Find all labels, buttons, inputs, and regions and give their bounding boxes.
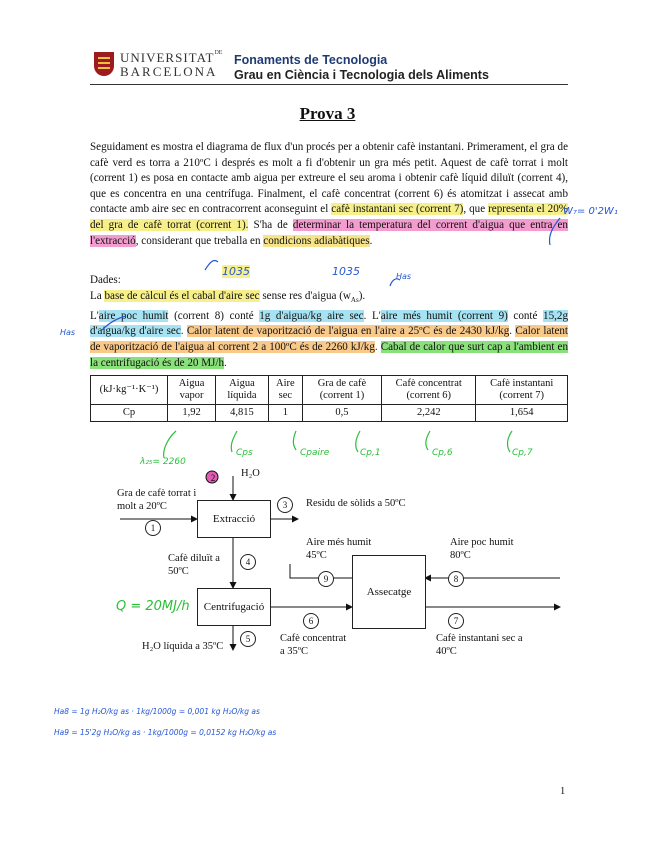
table-header-cell: Cafè instantani (corrent 7) [476, 376, 568, 405]
highlight-air-low: aire poc humit [98, 309, 169, 322]
annotation-lambda: λ₂₅= 2260 [140, 457, 186, 467]
box-centrifugacio: Centrifugació [197, 588, 271, 626]
table-header-cell: Aigua líquida [216, 376, 269, 405]
intro-text: . [369, 234, 373, 247]
label-stream6: Cafè concentrat a 35ºC [280, 633, 347, 657]
annotation-cp1: Cp,1 [360, 448, 381, 458]
highlight-adiabatic: condicions adiabàtiques [263, 234, 370, 247]
annotation-1035-a: 1035 [222, 265, 250, 278]
stream-number-4: 4 [240, 554, 256, 570]
highlight-air-low-value: 1g d'aigua/kg aire sec [259, 309, 364, 322]
annotation-has-left: Has [60, 328, 76, 337]
table-cell: 2,242 [382, 405, 476, 422]
table-header-cell: (kJ·kg⁻¹·K⁻¹) [91, 376, 168, 405]
label-h2o-in: H₂O [241, 468, 260, 479]
stream-number-6: 6 [303, 613, 319, 629]
university-name-line1: $UNIVERSITAT^{DE}$ [120, 50, 223, 65]
annotation-1035-b: 1035 [332, 265, 360, 278]
label-stream4: Cafè diluït a 50ºC [168, 553, 220, 577]
label-stream3: Residu de sòlids a 50ºC [306, 498, 406, 509]
table-header-cell: Aire sec [268, 376, 302, 405]
annotation-h8: Ha8 = 1g H₂O/kg as · 1kg/1000g = 0,001 kg H₂O/kg as [54, 707, 260, 716]
highlight-objective: determinar la temperatura del corrent d'aigua que entra en l'extracció [90, 218, 568, 247]
stream-number-9: 9 [318, 571, 334, 587]
intro-text: S'ha de [248, 218, 293, 231]
annotation-cpaire: Cpaire [300, 448, 330, 458]
table-cell: 1,654 [476, 405, 568, 422]
highlight-latent-25: Calor latent de vaporització de l'aigua en l'aire a 25ºC és de 2430 kJ/kg [186, 325, 510, 338]
label-stream8: Aire poc humit 80ºC [450, 537, 514, 561]
stream-number-5: 5 [240, 631, 256, 647]
highlight-heat-flow: Cabal de calor que surt cap a l'ambient en la centrifugació és de 20 MJ/h [90, 341, 568, 369]
stream-number-8: 8 [448, 571, 464, 587]
highlight-air-high: aire més humit (corrent 9) [380, 309, 508, 322]
box-assecatge: Assecatge [352, 555, 426, 629]
dades-label: Dades: [90, 274, 121, 286]
university-name-line2: BARCELONA [120, 64, 218, 79]
highlight-instant-coffee: cafè instantani sec (corrent 7) [331, 203, 464, 216]
stream-number-3: 3 [277, 497, 293, 513]
table-cell: 0,5 [302, 405, 381, 422]
annotation-cp6: Cp,6 [432, 448, 453, 458]
highlight-basis: base de càlcul és el cabal d'aire sec [104, 290, 260, 302]
intro-text: , considerant que treballa en [135, 234, 264, 247]
course-title: Fonaments de Tecnologia [234, 53, 388, 67]
annotation-cp7: Cp,7 [512, 448, 533, 458]
annotation-w7: W₇= 0'2W₁ [563, 206, 618, 217]
intro-text: , que [463, 203, 489, 216]
label-stream5: H₂O líquida a 35ºC [142, 641, 224, 652]
degree-title: Grau en Ciència i Tecnologia dels Aliments [234, 68, 489, 82]
highlight-air-high-value: 15,2g d'aigua/kg d'aire sec [90, 309, 568, 338]
annotation-h9: Ha9 = 15'2g H₂O/kg as · 1kg/1000g = 0,0152 kg H₂O/kg as [54, 728, 277, 737]
table-cell: Cp [91, 405, 168, 422]
stream-number-2: 2 [210, 473, 216, 483]
intro-text: Seguidament es mostra el diagrama de flux d'un procés per a obtenir cafè instantani. Primerament, el gra de cafè verd es torra a 210ºC i després es molt a fi d'obtenir un gra més petit. Aquest de cafè torrat i molt (corrent 1) es posa en contacte amb aigua per extreure el seu aroma i obtenir cafè líquid diluït (corrent 4), que es concentra en una centrífuga. Finalment, el cafè concentrat (corrent 6) és atomitzat i assecat amb contacte amb aire sec en contracorrent aconseguint el [90, 141, 568, 216]
table-header-cell: Aigua vapor [168, 376, 216, 405]
annotation-has-top: Has [396, 272, 412, 281]
stream-number-1: 1 [145, 520, 161, 536]
box-extraccio: Extracció [197, 500, 271, 538]
table-header-cell: Gra de cafè (corrent 1) [302, 376, 381, 405]
label-stream1: Gra de cafè torrat i molt a 20ºC [117, 488, 197, 512]
page-number: 1 [560, 786, 566, 797]
page-title: Prova 3 [299, 104, 356, 123]
table-cell: 4,815 [216, 405, 269, 422]
table-cell: 1,92 [168, 405, 216, 422]
table-header-cell: Cafè concentrat (corrent 6) [382, 376, 476, 405]
highlight-20-percent: representa el 20% del gra de cafè torrat (corrent 1). [90, 203, 568, 231]
highlight-latent-100: Calor latent de vaporització de l'aigua al corrent 2 a 100ºC és de 2260 kJ/kg [90, 325, 569, 353]
label-stream9: Aire més humit 45ºC [306, 537, 372, 561]
label-stream7: Cafè instantani sec a 40ºC [436, 633, 523, 657]
stream-number-7: 7 [448, 613, 464, 629]
annotation-cps: Cps [236, 448, 253, 458]
annotation-heat-flow: Q = 20MJ/h [116, 599, 190, 614]
dades-paragraph: La base de càlcul és el cabal d'aire sec sense res d'aigua $(w_{As})$. L'aire poc humit (corrent 8) conté 1g d'aigua/kg aire sec. L'aire més humit (corrent 9) conté 15,2g d'aigua/kg d'aire sec. Calor latent de vaporització de l'aigua en l'aire a 25ºC és de 2430 kJ/kg. Calor latent de vaporització de l'aigua al corrent 2 a 100ºC és de 2260 kJ/kg. Cabal de calor que surt cap a l'ambient en la centrifugació és de 20 MJ/h. [90, 290, 569, 369]
table-cell: 1 [268, 405, 302, 422]
